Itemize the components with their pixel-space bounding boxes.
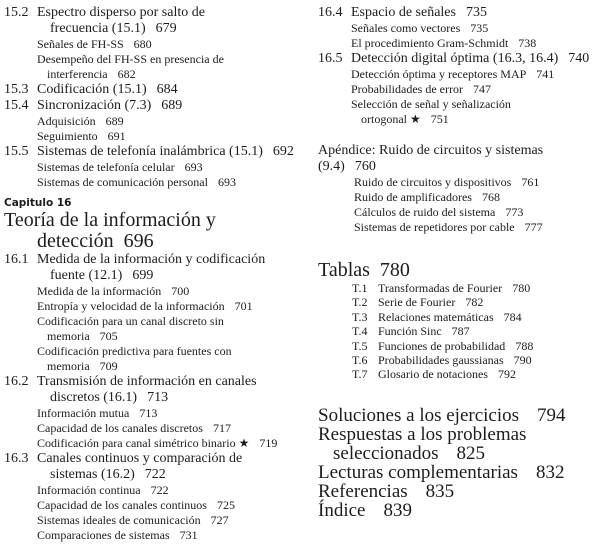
- table-number: T.6: [352, 353, 368, 368]
- entry-text: memoria: [47, 329, 90, 343]
- chapter-label: Capitulo 16: [4, 197, 72, 209]
- entry-text: discretos (16.1): [50, 390, 138, 405]
- toc-subsection-entry[interactable]: [4, 284, 296, 299]
- section-number: 16.1: [4, 252, 29, 267]
- table-item[interactable]: [318, 339, 598, 353]
- page-number: 713: [139, 406, 158, 420]
- section-number: 16.4: [318, 5, 343, 20]
- toc-section-entry[interactable]: [4, 144, 296, 160]
- entry-text: Información continua: [37, 483, 141, 497]
- entry-text: Capacidad de los canales discretos: [37, 421, 203, 435]
- section-number: 16.5: [318, 51, 343, 66]
- entry-text: Ruido de circuitos y dispositivos: [354, 175, 512, 189]
- page-number: 740: [568, 51, 590, 66]
- toc-subsection-entry[interactable]: [318, 36, 598, 51]
- entry-text: Seguimiento: [37, 129, 98, 143]
- table-number: T.4: [352, 324, 368, 339]
- appendix-item[interactable]: [318, 190, 598, 205]
- toc-subsection-entry[interactable]: [4, 314, 296, 344]
- page-number: 784: [503, 309, 522, 324]
- tables-page: 780: [379, 259, 410, 281]
- page-number: 689: [105, 114, 124, 128]
- page-number: 693: [184, 160, 203, 174]
- page-number: 731: [179, 528, 198, 542]
- page-number: 719: [259, 436, 278, 450]
- entry-text: Sistemas ideales de comunicación: [37, 513, 201, 527]
- entry-text: Sistemas de telefonía inalámbrica (15.1): [37, 144, 263, 159]
- section-number: 15.4: [4, 98, 29, 113]
- appendix-title: Apéndice: Ruido de circuitos y sistemas (9.4): [318, 143, 544, 174]
- section-number: 15.5: [4, 144, 29, 159]
- entry-text: Canales continuos y comparación de: [37, 451, 243, 466]
- page-number: 691: [107, 129, 126, 143]
- page-number: 782: [465, 295, 484, 310]
- page-number: 682: [117, 67, 136, 81]
- entry-text: Soluciones a los ejercicios: [318, 404, 520, 426]
- entry-text: Referencias: [318, 480, 408, 502]
- entry-text: fuente (12.1): [50, 268, 123, 283]
- page-number: 747: [472, 82, 491, 96]
- back-matter-entry[interactable]: [318, 501, 598, 520]
- toc-subsection-entry[interactable]: [4, 421, 296, 436]
- toc-subsection-entry[interactable]: [4, 498, 296, 513]
- entry-text: El procedimiento Gram-Schmidt: [351, 36, 509, 50]
- entry-text: interferencia: [47, 67, 108, 81]
- appendix-items: [318, 175, 598, 235]
- entry-continuation: [351, 112, 598, 127]
- page-number: 788: [515, 338, 534, 353]
- toc-right-column: [318, 5, 598, 520]
- toc-section-entry[interactable]: [4, 374, 296, 406]
- entry-text: Capacidad de los canales continuos: [37, 498, 207, 512]
- page-number: 680: [133, 37, 152, 51]
- page-number: 773: [505, 205, 524, 219]
- entry-text: Sincronización (7.3): [37, 98, 152, 113]
- back-matter-entry[interactable]: [318, 425, 598, 463]
- tables-items: [318, 281, 598, 382]
- page-number: 794: [537, 404, 566, 426]
- entry-text: Medida de la información: [37, 284, 162, 298]
- appendix-item[interactable]: [318, 175, 598, 190]
- toc-subsection-entry[interactable]: [4, 436, 296, 451]
- table-number: T.7: [352, 367, 368, 382]
- table-number: T.5: [352, 338, 368, 353]
- toc-subsection-entry[interactable]: [4, 528, 296, 543]
- page-number: 722: [150, 483, 169, 497]
- entry-text: Ruido de amplificadores: [354, 190, 472, 204]
- page-number: 689: [161, 98, 183, 113]
- toc-subsection-entry[interactable]: [4, 160, 296, 175]
- page-number: 700: [171, 284, 190, 298]
- entry-text: memoria: [47, 359, 90, 373]
- entry-text: Sistemas de comunicación personal: [37, 175, 208, 189]
- entry-text: Medida de la información y codificación: [37, 252, 266, 267]
- entry-text: Señales de FH-SS: [37, 37, 124, 51]
- entry-text: Comparaciones de sistemas: [37, 528, 170, 542]
- chapter-15-sections: [4, 5, 296, 190]
- chapter-title-line1: Teoría de la información y: [4, 209, 216, 231]
- page-number: 709: [99, 359, 118, 373]
- toc-subsection-entry[interactable]: [4, 114, 296, 129]
- page-number: 713: [147, 390, 169, 405]
- entry-text: frecuencia (15.1): [50, 21, 146, 36]
- page-number: 727: [210, 513, 229, 527]
- page-number: 835: [425, 480, 455, 502]
- chapter-16-sections: [4, 252, 296, 543]
- page-number: 832: [535, 461, 565, 483]
- toc-subsection-entry[interactable]: [318, 67, 598, 82]
- entry-text: Respuestas a los problemas: [318, 423, 527, 445]
- entry-text: Espacio de señales: [351, 5, 456, 20]
- page-number: 735: [470, 21, 489, 35]
- toc-section-entry[interactable]: [4, 451, 296, 483]
- entry-continuation: [37, 21, 296, 37]
- entry-text: Índice: [318, 499, 366, 521]
- entry-text: Espectro disperso por salto de: [37, 5, 205, 20]
- page-number: 790: [513, 353, 532, 368]
- page-number: 679: [155, 21, 177, 36]
- entry-text: Transmisión de información en canales: [37, 374, 257, 389]
- section-number: 15.2: [4, 5, 29, 20]
- chapter-16-sections-cont: [318, 5, 598, 127]
- toc-subsection-entry[interactable]: [4, 406, 296, 421]
- entry-text: Codificación (15.1): [37, 82, 147, 97]
- table-item[interactable]: [318, 310, 598, 324]
- entry-text: Sistemas de telefonía celular: [37, 160, 175, 174]
- page-number: 705: [99, 329, 118, 343]
- toc-section-entry[interactable]: [318, 51, 598, 67]
- toc-subsection-entry[interactable]: [4, 299, 296, 314]
- entry-text: Lecturas complementarias: [318, 461, 518, 483]
- entry-text: Entropía y velocidad de la información: [37, 299, 225, 313]
- page-number: 792: [497, 367, 516, 382]
- toc-subsection-entry[interactable]: [318, 97, 598, 127]
- back-matter-entry[interactable]: [318, 406, 598, 425]
- section-number: 16.2: [4, 374, 29, 389]
- appendix-page: 760: [354, 159, 376, 174]
- back-matter: [318, 406, 598, 520]
- toc-subsection-entry[interactable]: [4, 483, 296, 498]
- tables-entry[interactable]: [318, 259, 598, 281]
- entry-text: Probabilidades de error: [351, 82, 463, 96]
- page-number: 735: [465, 5, 487, 20]
- entry-text: Transformadas de Fourier: [378, 281, 503, 295]
- table-number: T.1: [352, 281, 368, 295]
- page-number: 725: [216, 498, 235, 512]
- entry-text: Sistemas de repetidores por cable: [354, 220, 515, 234]
- page-number: 693: [217, 175, 236, 189]
- back-matter-entry[interactable]: [318, 482, 598, 501]
- entry-text: Funciones de probabilidad: [378, 338, 506, 353]
- section-number: 15.3: [4, 82, 29, 97]
- entry-text: Adquisición: [37, 114, 96, 128]
- page-number: 692: [272, 144, 294, 159]
- toc-subsection-entry[interactable]: [318, 82, 598, 97]
- entry-continuation: [37, 390, 296, 406]
- entry-text: Cálculos de ruido del sistema: [354, 205, 496, 219]
- entry-text: Codificación para un canal discreto sin: [37, 314, 224, 328]
- page-number: 738: [518, 36, 537, 50]
- page-number: 761: [521, 175, 540, 189]
- entry-text: Codificación predictiva para fuentes con: [37, 344, 232, 358]
- entry-continuation: [37, 67, 296, 82]
- toc-subsection-entry[interactable]: [4, 175, 296, 190]
- table-item[interactable]: [318, 367, 598, 381]
- toc-left-column: [4, 5, 296, 543]
- toc-subsection-entry[interactable]: [4, 52, 296, 82]
- table-item[interactable]: [318, 324, 598, 338]
- tables-title: Tablas: [318, 259, 370, 281]
- entry-continuation: [37, 467, 296, 483]
- page-number: 839: [383, 499, 412, 521]
- entry-text: Función Sinc: [378, 324, 442, 339]
- entry-text: Probabilidades gaussianas: [378, 353, 504, 368]
- toc-section-entry[interactable]: [4, 82, 296, 98]
- toc-section-entry[interactable]: [4, 5, 296, 37]
- entry-text: sistemas (16.2): [50, 467, 135, 482]
- page-number: 684: [156, 82, 178, 97]
- chapter-title[interactable]: [4, 210, 296, 252]
- entry-text: Información mutua: [37, 406, 130, 420]
- toc-subsection-entry[interactable]: [4, 513, 296, 528]
- toc-subsection-entry[interactable]: [318, 21, 598, 36]
- entry-text: Serie de Fourier: [378, 295, 456, 310]
- appendix-entry[interactable]: [318, 143, 598, 175]
- entry-text: Codificación para canal simétrico binario ★: [37, 436, 250, 450]
- page-number: 722: [144, 467, 166, 482]
- toc-section-entry[interactable]: [4, 252, 296, 284]
- entry-text: Glosario de notaciones: [378, 367, 488, 382]
- table-number: T.3: [352, 309, 368, 324]
- page-number: 777: [524, 220, 543, 234]
- entry-text: Relaciones matemáticas: [378, 309, 494, 324]
- table-item[interactable]: [318, 353, 598, 367]
- page-number: 741: [536, 67, 555, 81]
- entry-text: seleccionados: [333, 442, 439, 464]
- entry-continuation: [37, 359, 296, 374]
- page-number: 787: [451, 324, 470, 339]
- entry-text: Señales como vectores: [351, 21, 461, 35]
- entry-continuation: [37, 268, 296, 284]
- page-number: 768: [481, 190, 500, 204]
- toc-section-entry[interactable]: [318, 5, 598, 21]
- appendix-item[interactable]: [318, 205, 598, 220]
- table-number: T.2: [352, 295, 368, 310]
- entry-text: Detección óptima y receptores MAP: [351, 67, 527, 81]
- entry-text: Desempeño del FH-SS en presencia de: [37, 52, 224, 66]
- page-number: 780: [512, 281, 531, 295]
- entry-text: Detección digital óptima (16.3, 16.4): [351, 51, 559, 66]
- toc-subsection-entry[interactable]: [4, 37, 296, 52]
- page-number: 699: [132, 268, 154, 283]
- appendix-item[interactable]: [318, 220, 598, 235]
- table-item[interactable]: [318, 295, 598, 309]
- page-number: 751: [430, 112, 449, 126]
- entry-text: ortogonal ★: [361, 112, 421, 126]
- page-number: 701: [234, 299, 253, 313]
- entry-text: Selección de señal y señalización: [351, 97, 511, 111]
- toc-subsection-entry[interactable]: [4, 129, 296, 144]
- chapter-page: 696: [123, 230, 154, 252]
- toc-section-entry[interactable]: [4, 98, 296, 114]
- entry-continuation: [37, 329, 296, 344]
- chapter-title-line2: detección: [37, 230, 114, 252]
- section-number: 16.3: [4, 451, 29, 466]
- toc-subsection-entry[interactable]: [4, 344, 296, 374]
- back-matter-entry[interactable]: [318, 463, 598, 482]
- table-item[interactable]: [318, 281, 598, 295]
- page-number: 825: [456, 442, 486, 464]
- entry-continuation: [318, 444, 598, 463]
- page-number: 717: [212, 421, 231, 435]
